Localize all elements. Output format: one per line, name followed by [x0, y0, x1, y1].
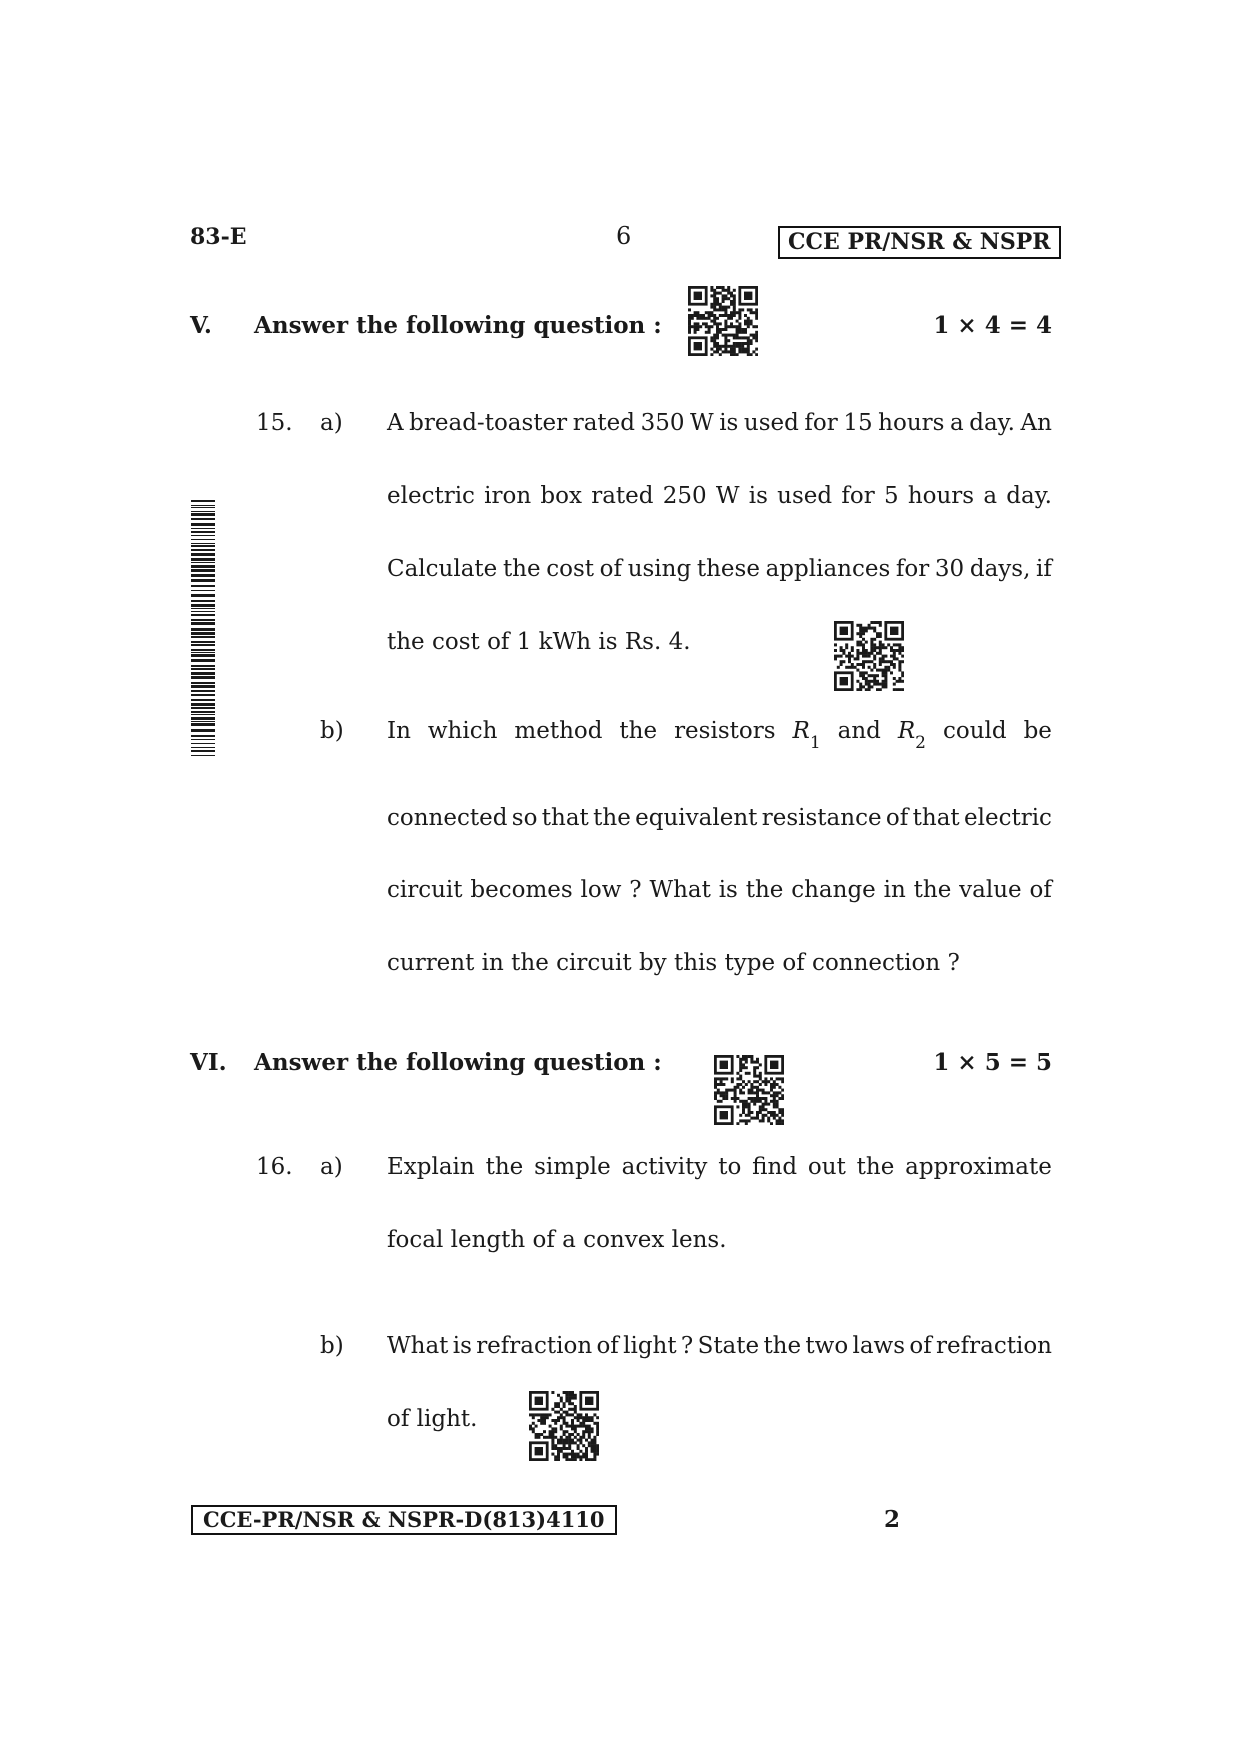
q15b-line-2	[387, 805, 1052, 831]
word: W	[715, 483, 740, 509]
word: days,	[969, 556, 1031, 582]
section-vi-number: VI.	[190, 1049, 227, 1076]
word: so	[511, 805, 538, 831]
word: these	[696, 556, 760, 582]
sheet-number: 2	[884, 1506, 901, 1533]
q15b-word: could	[942, 718, 1007, 744]
word: refraction	[936, 1333, 1052, 1359]
word: hours	[907, 483, 975, 509]
word: resistance	[761, 805, 882, 831]
word: rated	[572, 410, 636, 436]
word: for	[804, 410, 838, 436]
word: in	[883, 877, 906, 903]
word: refraction	[476, 1333, 593, 1359]
q15b-word: be	[1023, 718, 1052, 744]
word: change	[791, 877, 876, 903]
q15b-line-3	[387, 877, 1052, 903]
word: ?	[629, 877, 642, 903]
word: that	[541, 805, 589, 831]
word: laws	[852, 1333, 906, 1359]
resistor-r1: $R_1$	[792, 718, 821, 753]
word: day.	[969, 410, 1015, 436]
word: the	[913, 877, 952, 903]
q15a-line-3	[387, 556, 1052, 582]
word: 250	[662, 483, 707, 509]
question-15b-label: b)	[320, 718, 344, 744]
word: is	[452, 1333, 472, 1359]
word: What	[649, 877, 711, 903]
word: 5	[883, 483, 899, 509]
qr-code-icon	[714, 1055, 784, 1125]
section-v-number: V.	[190, 312, 212, 339]
question-16-number: 16.	[256, 1154, 293, 1180]
word: low	[580, 877, 622, 903]
word: is	[718, 877, 738, 903]
word: hours	[878, 410, 945, 436]
word: two	[805, 1333, 849, 1359]
word: activity	[621, 1154, 708, 1180]
word: of	[1029, 877, 1052, 903]
word: A	[387, 410, 404, 436]
word: appliances	[765, 556, 891, 582]
section-vi-title: Answer the following question :	[254, 1049, 662, 1076]
word: cost	[546, 556, 595, 582]
word: the	[856, 1154, 895, 1180]
word: value	[959, 877, 1022, 903]
word: electric	[387, 483, 475, 509]
q15b-line-1	[387, 718, 1052, 753]
question-16b-label: b)	[320, 1333, 344, 1359]
word: circuit	[387, 877, 463, 903]
q15b-word: In	[387, 718, 411, 744]
word: if	[1036, 556, 1052, 582]
word: used	[743, 410, 799, 436]
word: connected	[387, 805, 508, 831]
q15b-word: and	[837, 718, 881, 744]
word: of	[596, 1333, 619, 1359]
section-vi-marks: 1 × 5 = 5	[933, 1049, 1052, 1076]
word: using	[627, 556, 692, 582]
q15b-word: resistors	[674, 718, 776, 744]
word: the	[593, 805, 631, 831]
word: for	[841, 483, 875, 509]
word: find	[752, 1154, 798, 1180]
word: equivalent	[635, 805, 758, 831]
word: Calculate	[387, 556, 498, 582]
word: that	[912, 805, 960, 831]
section-v-marks: 1 × 4 = 4	[933, 312, 1052, 339]
word: the	[502, 556, 541, 582]
word: 15	[843, 410, 873, 436]
q15a-line-4: the cost of 1 kWh is Rs. 4.	[387, 629, 691, 655]
word: W	[690, 410, 714, 436]
word: the	[485, 1154, 524, 1180]
question-16a-label: a)	[320, 1154, 343, 1180]
word: of	[599, 556, 623, 582]
word: to	[718, 1154, 742, 1180]
word: day.	[1006, 483, 1052, 509]
word: the	[763, 1333, 802, 1359]
q15b-line-4: current in the circuit by this type of connection ?	[387, 950, 960, 976]
word: bread-toaster	[409, 410, 568, 436]
word: the	[745, 877, 784, 903]
barcode-icon	[191, 500, 215, 756]
q15a-line-1	[387, 410, 1052, 436]
word: 350	[640, 410, 685, 436]
word: iron	[484, 483, 532, 509]
q15b-word: the	[619, 718, 658, 744]
series-box: CCE PR/NSR & NSPR	[778, 226, 1061, 259]
section-v-title: Answer the following question :	[254, 312, 662, 339]
word: ?	[680, 1333, 694, 1359]
word: is	[748, 483, 768, 509]
q16b-line-2: of light.	[387, 1406, 478, 1432]
qr-code-icon	[529, 1391, 599, 1461]
word: rated	[591, 483, 654, 509]
qr-code-icon	[834, 621, 904, 691]
word: simple	[534, 1154, 611, 1180]
q15b-word: which	[427, 718, 498, 744]
word: box	[540, 483, 582, 509]
qr-code-icon	[688, 286, 758, 356]
word: light	[623, 1333, 677, 1359]
page-number: 6	[616, 222, 632, 250]
word: is	[719, 410, 739, 436]
question-15-number: 15.	[256, 410, 293, 436]
word: State	[697, 1333, 760, 1359]
word: a	[949, 410, 964, 436]
word: What	[387, 1333, 449, 1359]
word: electric	[964, 805, 1052, 831]
q15a-line-2	[387, 483, 1052, 509]
word: used	[777, 483, 833, 509]
question-15a-label: a)	[320, 410, 343, 436]
word: approximate	[905, 1154, 1052, 1180]
word: An	[1020, 410, 1052, 436]
q16b-line-1	[387, 1333, 1052, 1359]
word: of	[909, 1333, 932, 1359]
word: out	[807, 1154, 846, 1180]
word: for	[895, 556, 930, 582]
word: of	[885, 805, 909, 831]
q16a-line-2: focal length of a convex lens.	[387, 1227, 727, 1253]
footer-code-box: CCE-PR/NSR & NSPR-D(813)4110	[191, 1505, 617, 1535]
word: a	[983, 483, 998, 509]
word: becomes	[470, 877, 573, 903]
q15b-word: method	[514, 718, 603, 744]
q16a-line-1	[387, 1154, 1052, 1180]
paper-code: 83-E	[190, 224, 247, 250]
word: Explain	[387, 1154, 475, 1180]
resistor-r2: $R_2$	[897, 718, 926, 753]
word: 30	[934, 556, 965, 582]
